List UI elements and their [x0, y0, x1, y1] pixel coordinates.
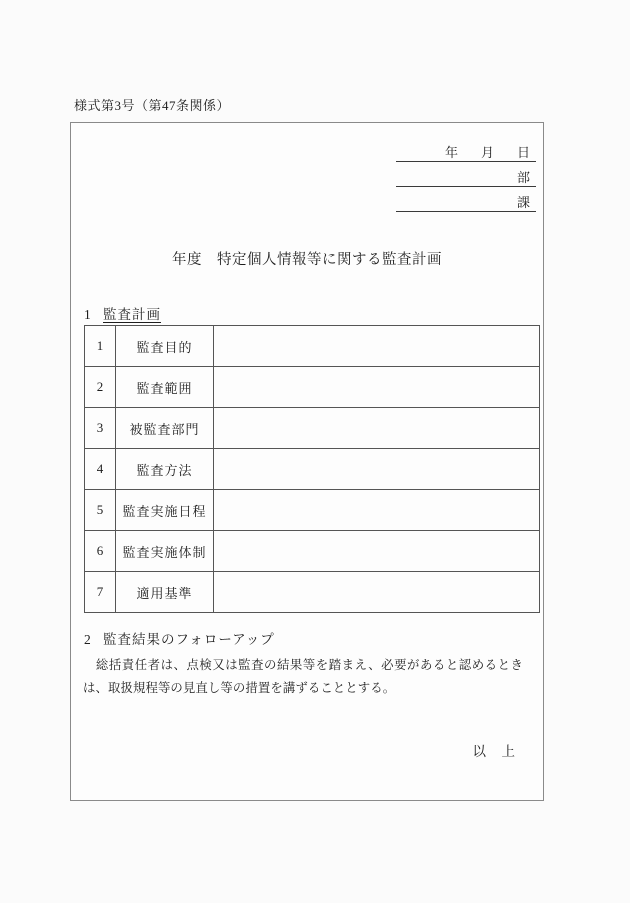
month-label: 月: [480, 145, 494, 160]
closing-text: 以 上: [472, 744, 516, 759]
section-1-number: 1: [84, 307, 91, 322]
row-value-cell: [214, 531, 540, 572]
row-number: 2: [85, 367, 116, 408]
row-value-cell: [214, 367, 540, 408]
row-label: 適用基準: [116, 572, 214, 613]
row-number: 7: [85, 572, 116, 613]
date-block: [396, 137, 536, 212]
section-1-heading: [71, 307, 543, 323]
table-row: [85, 572, 540, 613]
row-label: 被監査部門: [116, 408, 214, 449]
row-number: 4: [85, 449, 116, 490]
row-number: 6: [85, 531, 116, 572]
section-1-title: 監査計画: [103, 307, 161, 322]
row-label: 監査範囲: [116, 367, 214, 408]
document-title: 年度 特定個人情報等に関する監査計画: [172, 252, 442, 268]
form-box: [70, 122, 544, 801]
row-number: 3: [85, 408, 116, 449]
date-line: [396, 137, 536, 162]
table-row: [85, 367, 540, 408]
table-row: [85, 326, 540, 367]
department-label: 部: [516, 170, 530, 185]
row-value-cell: [214, 490, 540, 531]
audit-plan-table: [84, 325, 540, 613]
row-number: 1: [85, 326, 116, 367]
row-value-cell: [214, 449, 540, 490]
table-row: [85, 408, 540, 449]
department-line: [396, 162, 536, 187]
row-label: 監査方法: [116, 449, 214, 490]
division-line: [396, 187, 536, 212]
table-row: [85, 490, 540, 531]
division-label: 課: [516, 195, 530, 210]
row-number: 5: [85, 490, 116, 531]
row-value-cell: [214, 326, 540, 367]
section-2-number: 2: [84, 632, 91, 647]
table-row: [85, 449, 540, 490]
section-2-title: 監査結果のフォローアップ: [103, 632, 275, 647]
row-value-cell: [214, 572, 540, 613]
form-number-label: 様式第3号（第47条関係）: [74, 98, 231, 113]
row-label: 監査実施日程: [116, 490, 214, 531]
row-value-cell: [214, 408, 540, 449]
row-label: 監査目的: [116, 326, 214, 367]
year-label: 年: [444, 145, 458, 160]
day-label: 日: [516, 145, 530, 160]
section-2-heading: [71, 631, 543, 648]
table-row: [85, 531, 540, 572]
row-label: 監査実施体制: [116, 531, 214, 572]
follow-up-body-text: 総括責任者は、点検又は監査の結果等を踏まえ、必要があると認めるときは、取扱規程等の見直し等の措置を講ずることとする。: [83, 658, 523, 695]
